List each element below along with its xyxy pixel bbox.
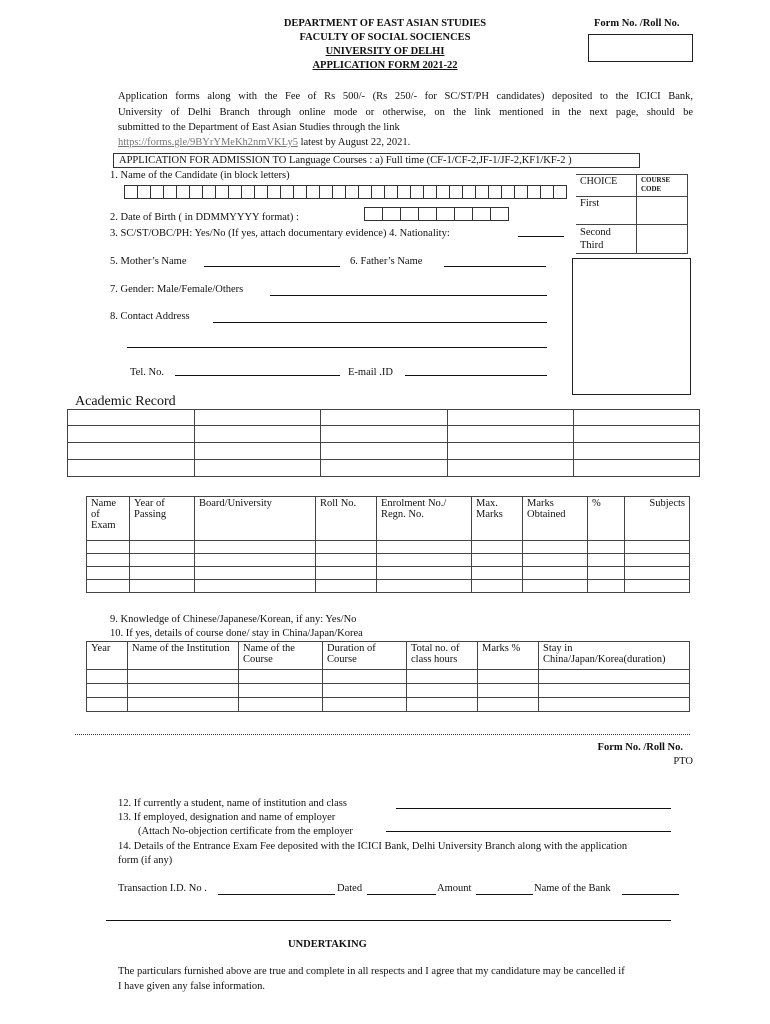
address-line-1[interactable] xyxy=(213,322,547,323)
undertaking-line-2: I have given any false information. xyxy=(118,981,265,992)
form-title: APPLICATION FORM 2021-22 xyxy=(312,60,458,71)
th-year: Year xyxy=(87,642,128,670)
undertaking-title: UNDERTAKING xyxy=(288,939,367,950)
q13-note: (Attach No-objection certificate from the employer xyxy=(138,826,353,837)
academic-record-title: Academic Record xyxy=(75,394,176,409)
th-institution: Name of the Institution xyxy=(128,642,239,670)
amount-line[interactable] xyxy=(476,894,533,895)
dated-label: Dated xyxy=(337,883,363,894)
amount-label: Amount xyxy=(437,883,472,894)
email-line[interactable] xyxy=(405,375,547,376)
q12-line[interactable] xyxy=(396,808,671,809)
choice-first: First xyxy=(576,197,637,225)
choice-second-third-code[interactable] xyxy=(637,225,688,254)
dept-name: DEPARTMENT OF EAST ASIAN STUDIES xyxy=(283,18,487,29)
th-max-marks: Max. Marks xyxy=(472,497,523,541)
choice-second-third xyxy=(576,225,637,254)
signature-rule xyxy=(106,920,671,921)
choice-second: Second xyxy=(580,227,611,238)
exam-table xyxy=(86,496,690,593)
form-no-label: Form No. /Roll No. xyxy=(594,18,680,29)
th-marks-pct: Marks % xyxy=(478,642,539,670)
faculty-name: FACULTY OF SOCIAL SOCIENCES xyxy=(299,32,471,43)
email-label: E-mail .ID xyxy=(348,367,393,378)
father-name-line[interactable] xyxy=(444,266,546,267)
dob-boxes[interactable] xyxy=(365,207,509,221)
field-gender-label: 7. Gender: Male/Female/Others xyxy=(110,284,244,295)
q14-text-2: form (if any) xyxy=(118,855,173,866)
q14-text: 14. Details of the Entrance Exam Fee deposited with the ICICI Bank, Delhi University Branch along with the application xyxy=(118,841,628,852)
th-subjects: Subjects xyxy=(625,497,690,541)
academic-record-table xyxy=(67,409,700,477)
course-code-label: COURSE CODE xyxy=(637,175,688,197)
field-category-label: 3. SC/ST/OBC/PH: Yes/No (If yes, attach documentary evidence) 4. Nationality: xyxy=(110,228,450,239)
field-name-label: 1. Name of the Candidate (in block letters) xyxy=(110,170,290,181)
q13-line[interactable] xyxy=(386,831,671,832)
name-boxes[interactable] xyxy=(125,185,567,199)
th-roll-no: Roll No. xyxy=(316,497,377,541)
transaction-id-label: Transaction I.D. No . xyxy=(118,883,207,894)
field-dob-label: 2. Date of Birth ( in DDMMYYYY format) : xyxy=(110,212,299,223)
choice-table xyxy=(576,174,688,254)
gender-line[interactable] xyxy=(270,295,547,296)
q13-text: 13. If employed, designation and name of employer xyxy=(118,812,336,823)
intro-line-2: University of Delhi Branch through online mode or otherwise, on the link mentioned in the next page, should be xyxy=(118,107,693,118)
deadline-text: latest by August 22, 2021. xyxy=(297,137,411,148)
th-percent: % xyxy=(588,497,625,541)
q10-text: 10. If yes, details of course done/ stay in China/Japan/Korea xyxy=(110,628,363,639)
tel-label: Tel. No. xyxy=(130,367,164,378)
q9-text: 9. Knowledge of Chinese/Japanese/Korean, if any: Yes/No xyxy=(110,614,357,625)
field-mother-label: 5. Mother’s Name xyxy=(110,256,187,267)
bank-line[interactable] xyxy=(622,894,679,895)
intro-line-1: Application forms along with the Fee of Rs 500/- (Rs 250/- for SC/ST/PH candidates) deposited to the ICICI Bank, xyxy=(118,91,693,102)
field-address-label: 8. Contact Address xyxy=(110,311,190,322)
intro-line-3: submitted to the Department of East Asian Studies through the link xyxy=(118,122,400,133)
th-marks-obtained: Marks Obtained xyxy=(523,497,588,541)
th-enrolment-no: Enrolment No./ Regn. No. xyxy=(377,497,472,541)
form-no-box[interactable] xyxy=(588,34,693,62)
form-link[interactable]: https://forms.gle/9BYrYMeKh2nmVKLy5 xyxy=(118,137,298,148)
cut-line xyxy=(75,734,690,735)
university-name: UNIVERSITY OF DELHI xyxy=(325,46,445,57)
choice-first-code[interactable] xyxy=(637,197,688,225)
address-line-2[interactable] xyxy=(127,347,547,348)
choice-third: Third xyxy=(580,240,604,251)
choice-label: CHOICE xyxy=(576,175,637,197)
th-board-university: Board/University xyxy=(195,497,316,541)
th-course: Name of the Course xyxy=(239,642,323,670)
tel-line[interactable] xyxy=(175,375,340,376)
th-name-of-exam: Name of Exam xyxy=(87,497,130,541)
nationality-line[interactable] xyxy=(518,236,564,237)
th-year-of-passing: Year of Passing xyxy=(130,497,195,541)
th-stay: Stay in China/Japan/Korea(duration) xyxy=(539,642,690,670)
transaction-id-line[interactable] xyxy=(218,894,335,895)
photo-box[interactable] xyxy=(572,258,691,395)
form-no-label-2: Form No. /Roll No. xyxy=(597,742,683,753)
bank-label: Name of the Bank xyxy=(534,883,611,894)
th-class-hours: Total no. of class hours xyxy=(407,642,478,670)
course-table xyxy=(86,641,690,712)
field-father-label: 6. Father’s Name xyxy=(350,256,423,267)
pto-text: PTO xyxy=(673,756,693,767)
dated-line[interactable] xyxy=(367,894,436,895)
mother-name-line[interactable] xyxy=(204,266,340,267)
undertaking-line-1: The particulars furnished above are true and complete in all respects and I agree that my candidature may be cancelled if xyxy=(118,966,625,977)
admission-banner: APPLICATION FOR ADMISSION TO Language Courses : a) Full time (CF-1/CF-2,JF-1/JF-2,KF1/KF-2 ) xyxy=(113,153,640,168)
th-duration: Duration of Course xyxy=(323,642,407,670)
q12-text: 12. If currently a student, name of institution and class xyxy=(118,798,347,809)
